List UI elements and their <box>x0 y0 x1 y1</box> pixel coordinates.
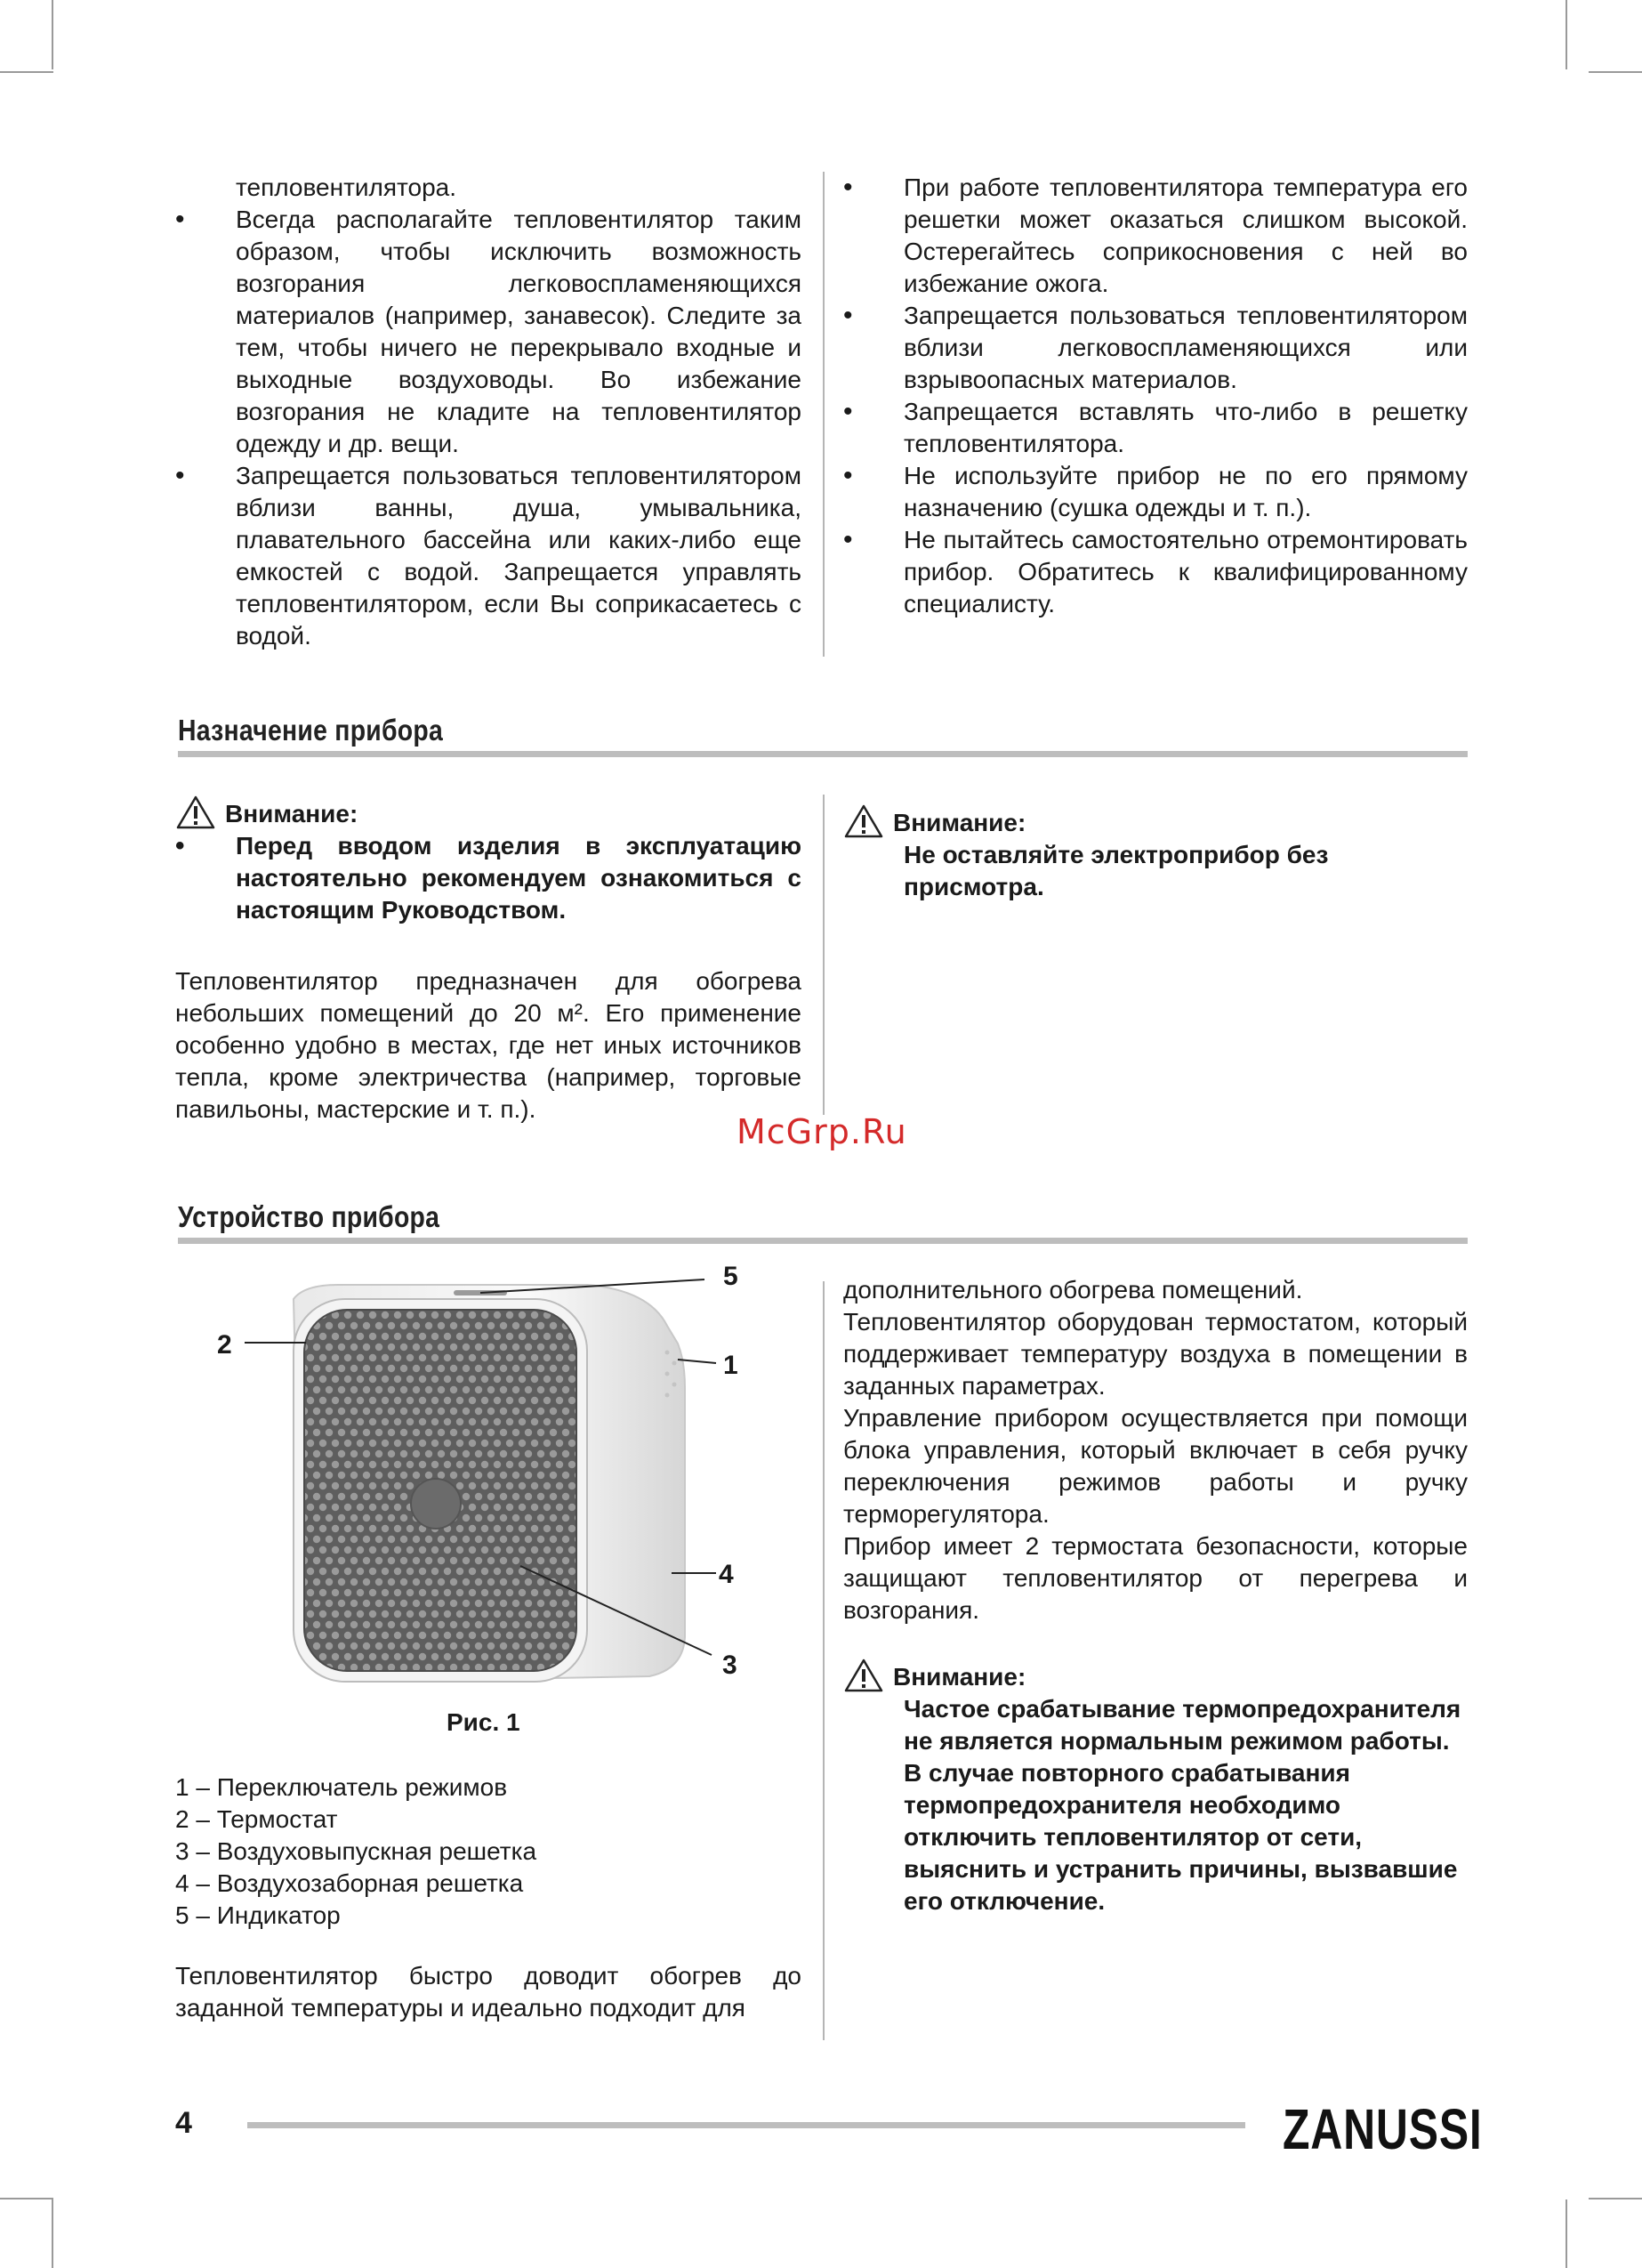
device-paragraph: дополнительного обогрева помещений. <box>843 1276 1303 1303</box>
list-item: • Запрещается пользоваться тепловентилятором вблизи легковоспламеняющихся или взрывоопасных материалов. <box>843 300 1468 396</box>
crop-mark <box>1589 2198 1642 2199</box>
warning-label: Внимание: <box>893 1663 1026 1691</box>
crop-mark <box>0 2198 53 2199</box>
crop-mark <box>1589 71 1642 73</box>
column-divider <box>823 795 825 1115</box>
page-number: 4 <box>175 2106 192 2140</box>
warning-block <box>175 795 801 926</box>
crop-mark <box>1566 0 1567 69</box>
figure-legend <box>175 1772 536 1932</box>
warning-text: Не оставляйте электроприбор без присмотра. <box>904 841 1329 900</box>
legend-item: 4 – Воздухозаборная решетка <box>175 1869 524 1897</box>
section-title: Назначение прибора <box>178 714 444 747</box>
device-paragraph: Прибор имеет 2 термостата безопасности, которые защищают тепловентилятор от перегрева и возгорания. <box>843 1532 1468 1624</box>
device-paragraph: Тепловентилятор оборудован термостатом, который поддерживает температуру воздуха в помещении в заданных параметрах. <box>843 1308 1468 1400</box>
callout-3: 3 <box>722 1651 737 1680</box>
warning-label: Внимание: <box>893 809 1026 836</box>
callout-2: 2 <box>217 1330 232 1360</box>
footer-rule <box>247 2122 1245 2128</box>
section-purpose-header <box>178 714 1468 757</box>
legend-item: 5 – Индикатор <box>175 1901 341 1929</box>
list-item: • Запрещается вставлять что-либо в решетку тепловентилятора. <box>843 396 1468 460</box>
warning-block-right <box>843 803 1468 903</box>
purpose-paragraph: Тепловентилятор предназначен для обогрева небольших помещений до 20 м². Его применение особенно удобно в местах, где нет иных источников тепла, кроме электричества (например, торговые павильоны, мастерские и т. п.). <box>175 967 801 1123</box>
heater-illustration <box>205 1246 756 1708</box>
warning-block-device <box>843 1658 1468 1917</box>
list-item: тепловентилятора. <box>236 174 457 201</box>
list-item: • При работе тепловентилятора температура его решетки может оказаться слишком высокой. Остерегайтесь соприкосновения с ней во избежание ожога. <box>843 172 1468 300</box>
legend-item: 1 – Переключатель режимов <box>175 1773 508 1801</box>
crop-mark <box>52 0 53 69</box>
callout-4: 4 <box>719 1560 734 1589</box>
watermark: McGrp.Ru <box>736 1112 907 1151</box>
device-left-paragraph: Тепловентилятор быстро доводит обогрев до заданной температуры и идеально подходит для <box>175 1962 801 2022</box>
warning-text: • Перед вводом изделия в эксплуатацию настоятельно рекомендуем ознакомиться с настоящим Руководством. <box>175 830 801 926</box>
section-rule <box>178 1238 1468 1244</box>
column-divider <box>823 172 825 657</box>
warning-text: Частое срабатывание термопредохранителя не является нормальным режимом работы. В случае повторного срабатывания термопредохранителя необходимо отключить тепловентилятор от сети, выяснить и устранить причины, вызвавшие его отключение. <box>904 1695 1461 1915</box>
list-item: • Не используйте прибор не по его прямому назначению (сушка одежды и т. п.). <box>843 460 1468 524</box>
section-title: Устройство прибора <box>178 1200 440 1233</box>
crop-mark <box>1566 2199 1567 2268</box>
section-rule <box>178 751 1468 757</box>
legend-item: 2 – Термостат <box>175 1805 338 1833</box>
warning-triangle-icon <box>175 795 216 830</box>
warning-label: Внимание: <box>225 800 358 827</box>
list-item: • Всегда располагайте тепловентилятор таким образом, чтобы исключить возможность возгорания легковоспламеняющихся материалов (например, занавесок). Следите за тем, чтобы ничего не перекрывало входные и выходные воздуховоды. Во избежание возгорания не кладите на тепловентилятор одежду и др. вещи. <box>175 204 801 460</box>
top-right-list <box>843 172 1468 620</box>
brand-logo: ZANUSSI <box>1283 2097 1483 2161</box>
list-item: • Запрещается пользоваться тепловентилятором вблизи ванны, душа, умывальника, плавательного бассейна или каких-либо еще емкостей с водой. Запрещается управлять тепловентилятором, если Вы соприкасаетесь с водой. <box>175 460 801 652</box>
warning-triangle-icon <box>843 1658 884 1693</box>
callout-1: 1 <box>723 1351 738 1380</box>
purpose-paragraph-block <box>175 965 801 1126</box>
legend-item: 3 – Воздуховыпускная решетка <box>175 1837 537 1865</box>
top-left-list <box>175 172 801 652</box>
section-device-header <box>178 1200 1468 1244</box>
list-item: • Не пытайтесь самостоятельно отремонтировать прибор. Обратитесь к квалифицированному специалисту. <box>843 524 1468 620</box>
device-right-text <box>843 1274 1468 1626</box>
device-paragraph: Управление прибором осуществляется при помощи блока управления, который включает в себя ручку переключения режимов работы и ручку терморегулятора. <box>843 1404 1468 1528</box>
column-divider <box>823 1281 825 2040</box>
callout-5: 5 <box>723 1262 738 1291</box>
crop-mark <box>52 2199 53 2268</box>
warning-triangle-icon <box>843 803 884 839</box>
crop-mark <box>0 71 53 73</box>
device-left-paragraph-block <box>175 1960 801 2024</box>
figure-caption: Рис. 1 <box>447 1708 520 1736</box>
